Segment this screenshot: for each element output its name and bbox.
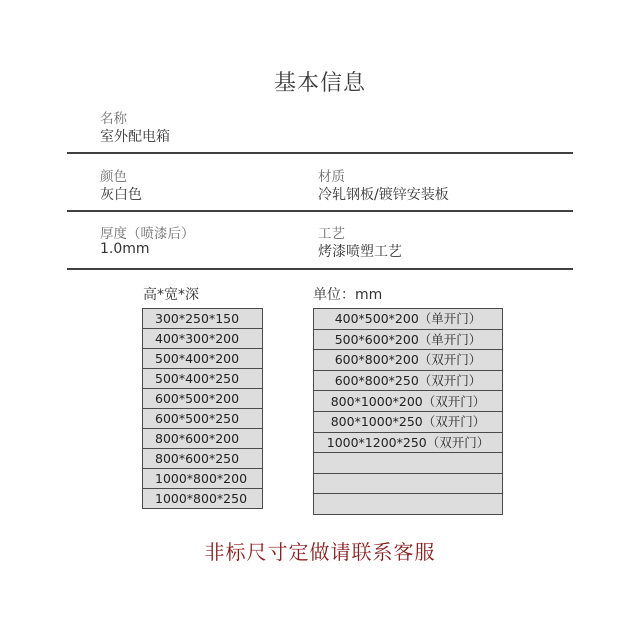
size-cell: 400*500*200（单开门） bbox=[314, 309, 503, 330]
table-row bbox=[314, 411, 503, 432]
table-row bbox=[143, 329, 263, 349]
unit-header: 单位：mm bbox=[313, 287, 383, 303]
name-value: 室外配电箱 bbox=[100, 129, 170, 145]
divider bbox=[67, 152, 573, 154]
table-row bbox=[143, 469, 263, 489]
table-row bbox=[314, 432, 503, 453]
color-value: 灰白色 bbox=[100, 187, 142, 203]
size-cell: 500*400*200 bbox=[143, 349, 263, 369]
table-row bbox=[143, 489, 263, 509]
name-label: 名称 bbox=[100, 111, 127, 127]
size-cell: 600*500*200 bbox=[143, 389, 263, 409]
size-cell bbox=[314, 473, 503, 494]
dimension-header: 高*宽*深 bbox=[143, 287, 199, 303]
size-cell: 800*1000*250（双开门） bbox=[314, 411, 503, 432]
table-row bbox=[143, 389, 263, 409]
table-row bbox=[314, 391, 503, 412]
table-row bbox=[314, 453, 503, 474]
color-label: 颜色 bbox=[100, 169, 127, 185]
table-row bbox=[143, 429, 263, 449]
size-cell: 600*800*250（双开门） bbox=[314, 370, 503, 391]
custom-size-notice: 非标尺寸定做请联系客服 bbox=[204, 540, 436, 564]
table-row bbox=[314, 350, 503, 371]
material-value: 冷轧钢板/镀锌安装板 bbox=[318, 187, 449, 203]
size-cell: 500*400*250 bbox=[143, 369, 263, 389]
standard-sizes-table bbox=[142, 308, 263, 509]
size-cell: 500*600*200（单开门） bbox=[314, 329, 503, 350]
size-cell: 1000*800*250 bbox=[143, 489, 263, 509]
table-row bbox=[143, 409, 263, 429]
table-row bbox=[143, 309, 263, 329]
table-row bbox=[314, 329, 503, 350]
divider bbox=[67, 210, 573, 212]
size-cell bbox=[314, 453, 503, 474]
thickness-label: 厚度（喷漆后） bbox=[100, 226, 195, 242]
process-label: 工艺 bbox=[318, 226, 345, 242]
size-cell: 1000*1200*250（双开门） bbox=[314, 432, 503, 453]
table-row bbox=[143, 449, 263, 469]
size-cell: 600*500*250 bbox=[143, 409, 263, 429]
size-cell: 800*600*250 bbox=[143, 449, 263, 469]
size-cell bbox=[314, 494, 503, 515]
table-row bbox=[314, 370, 503, 391]
page-title: 基本信息 bbox=[273, 71, 366, 96]
size-cell: 1000*800*200 bbox=[143, 469, 263, 489]
table-row bbox=[143, 349, 263, 369]
process-value: 烤漆喷塑工艺 bbox=[318, 244, 402, 260]
size-cell: 600*800*200（双开门） bbox=[314, 350, 503, 371]
table-row bbox=[314, 494, 503, 515]
cabinet-sizes-table bbox=[313, 308, 503, 515]
size-cell: 800*1000*200（双开门） bbox=[314, 391, 503, 412]
table-row bbox=[314, 473, 503, 494]
thickness-value: 1.0mm bbox=[100, 241, 150, 257]
size-cell: 400*300*200 bbox=[143, 329, 263, 349]
size-cell: 800*600*200 bbox=[143, 429, 263, 449]
table-row bbox=[143, 369, 263, 389]
divider bbox=[67, 268, 573, 270]
table-row bbox=[314, 309, 503, 330]
material-label: 材质 bbox=[318, 169, 345, 185]
size-cell: 300*250*150 bbox=[143, 309, 263, 329]
